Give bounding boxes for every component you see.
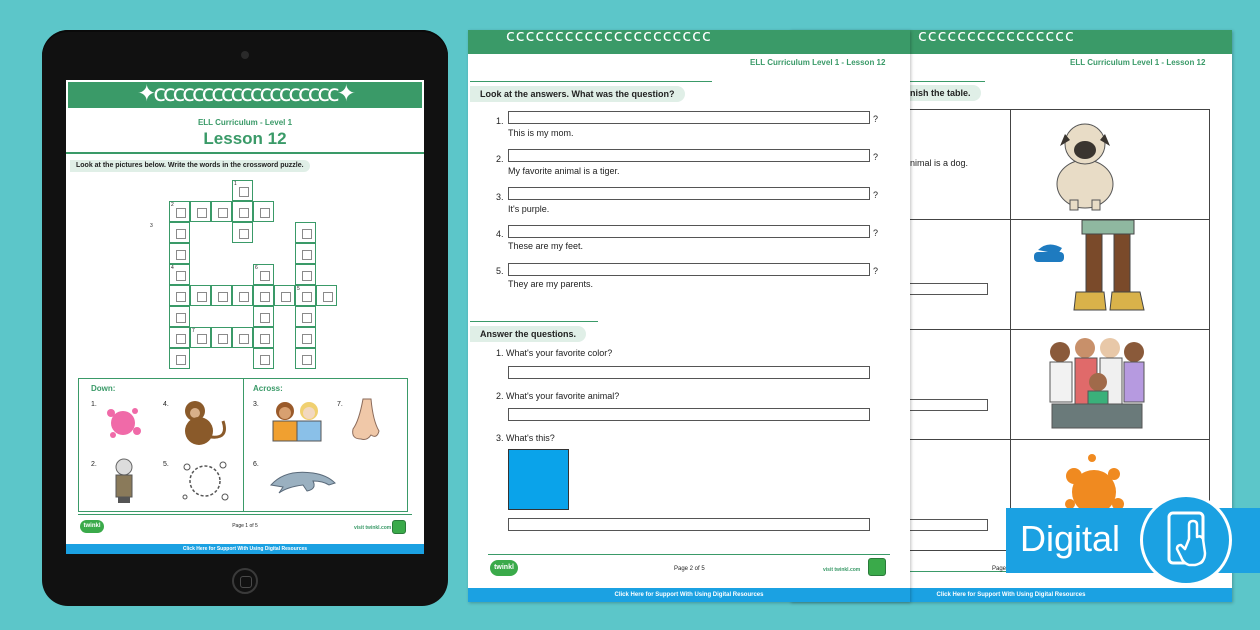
camera-icon bbox=[241, 51, 249, 59]
crossword-cell[interactable] bbox=[253, 285, 274, 306]
crossword-cell[interactable] bbox=[232, 222, 253, 243]
crossword-cell[interactable] bbox=[253, 306, 274, 327]
crossword-cell[interactable] bbox=[169, 222, 190, 243]
question-mark: ? bbox=[873, 266, 879, 276]
clue-number: 1. bbox=[91, 401, 97, 408]
answer-box[interactable] bbox=[900, 519, 988, 531]
home-button[interactable] bbox=[232, 568, 258, 594]
tablet-tap-icon bbox=[1143, 497, 1229, 583]
crossword-cell[interactable] bbox=[169, 306, 190, 327]
question-text: 3. What's this? bbox=[496, 433, 555, 443]
clue-number: 7. bbox=[337, 401, 343, 408]
answer-input[interactable] bbox=[508, 366, 870, 379]
section-rule bbox=[470, 81, 712, 82]
blue-square-image bbox=[508, 449, 569, 510]
pug-icon bbox=[1040, 116, 1130, 212]
crossword-cell[interactable] bbox=[232, 327, 253, 348]
question-number: 5. bbox=[496, 266, 504, 276]
question-input[interactable] bbox=[508, 111, 870, 124]
family-icon bbox=[1040, 330, 1150, 440]
clues-box bbox=[78, 378, 408, 512]
page-number: Page 1 of 5 bbox=[232, 523, 258, 529]
answer-box[interactable] bbox=[900, 283, 988, 295]
section-rule bbox=[910, 81, 985, 82]
feet-icon bbox=[1030, 220, 1150, 320]
monkey-icon bbox=[175, 397, 231, 449]
question-number: 2. bbox=[496, 154, 504, 164]
visit-link[interactable]: visit twinkl.com bbox=[354, 525, 392, 531]
answer-box[interactable] bbox=[900, 399, 988, 411]
crossword-cell[interactable] bbox=[190, 201, 211, 222]
question-text: 2. What's your favorite animal? bbox=[496, 391, 620, 401]
question-number: 3. bbox=[496, 192, 504, 202]
section-2-label: Answer the questions. bbox=[470, 326, 586, 342]
clues-divider bbox=[243, 379, 244, 511]
crossword-clue-number: 4 bbox=[171, 265, 174, 271]
support-link[interactable]: Click Here for Support With Using Digital Resources bbox=[468, 588, 910, 602]
crossword-cell[interactable] bbox=[295, 264, 316, 285]
crossword-clue-number: 1 bbox=[234, 181, 237, 187]
clue-number: 5. bbox=[163, 461, 169, 468]
clue-number: 6. bbox=[253, 461, 259, 468]
question-input[interactable] bbox=[508, 149, 870, 162]
answer-text: This is my mom. bbox=[508, 128, 574, 138]
crossword-cell[interactable] bbox=[232, 201, 253, 222]
spiral-rings: cccccccccccccccc bbox=[918, 30, 1075, 42]
crossword-clue-number: 5 bbox=[297, 286, 300, 292]
crossword-cell[interactable] bbox=[211, 285, 232, 306]
dolphin-icon bbox=[267, 463, 339, 499]
crossword-cell[interactable] bbox=[295, 348, 316, 369]
splat-outline-icon bbox=[175, 453, 235, 509]
crossword-cell[interactable] bbox=[253, 348, 274, 369]
header-text: ELL Curriculum Level 1 - Lesson 12 bbox=[1070, 58, 1206, 67]
crossword-cell[interactable] bbox=[295, 306, 316, 327]
quality-badge-icon bbox=[392, 520, 406, 534]
table-col-divider bbox=[1010, 110, 1011, 550]
answer-text: My favorite animal is a tiger. bbox=[508, 166, 620, 176]
crossword-cell[interactable] bbox=[316, 285, 337, 306]
answer-text: It's purple. bbox=[508, 204, 550, 214]
table-text: nimal is a dog. bbox=[910, 158, 969, 168]
crossword-clue-number: 6 bbox=[255, 265, 258, 271]
page-number: Page 2 of 5 bbox=[674, 566, 705, 572]
clue-number: 4. bbox=[163, 401, 169, 408]
page-number: Page bbox=[992, 566, 1007, 572]
crossword-cell[interactable] bbox=[190, 285, 211, 306]
clue-number: 3. bbox=[253, 401, 259, 408]
footer-rule bbox=[78, 514, 412, 515]
crossword-clue-number: 7 bbox=[192, 328, 195, 334]
crossword-cell[interactable] bbox=[169, 243, 190, 264]
question-text: 1. What's your favorite color? bbox=[496, 348, 613, 358]
twinkl-logo: twinkl bbox=[80, 520, 104, 533]
crossword-cell[interactable] bbox=[211, 201, 232, 222]
answer-text: They are my parents. bbox=[508, 279, 594, 289]
question-mark: ? bbox=[873, 190, 879, 200]
answer-input[interactable] bbox=[508, 408, 870, 421]
tablet-device bbox=[42, 30, 448, 606]
nose-icon bbox=[345, 395, 385, 445]
crossword-cell[interactable] bbox=[169, 348, 190, 369]
tablet-touch-icon bbox=[1140, 494, 1232, 586]
question-number: 1. bbox=[496, 116, 504, 126]
crossword-cell[interactable] bbox=[274, 285, 295, 306]
crossword-cell[interactable] bbox=[253, 327, 274, 348]
question-mark: ? bbox=[873, 114, 879, 124]
children-icon bbox=[267, 397, 327, 443]
answer-input[interactable] bbox=[508, 518, 870, 531]
worksheet-page-2 bbox=[468, 30, 910, 602]
support-link[interactable]: Click Here for Support With Using Digital Resources bbox=[790, 588, 1232, 602]
crossword-cell[interactable] bbox=[169, 285, 190, 306]
across-label: Across: bbox=[253, 384, 283, 393]
footer-rule bbox=[488, 554, 890, 555]
digital-label: Digital bbox=[1020, 518, 1121, 559]
tablet-screen bbox=[66, 80, 424, 554]
quality-badge-icon bbox=[868, 558, 886, 576]
crossword-cell[interactable] bbox=[232, 285, 253, 306]
crossword-cell[interactable] bbox=[169, 327, 190, 348]
header-text: ELL Curriculum Level 1 - Lesson 12 bbox=[750, 58, 886, 67]
crossword-cell[interactable] bbox=[253, 201, 274, 222]
crossword-clue-number: 2 bbox=[171, 202, 174, 208]
instruction-text: Look at the pictures below. Write the words in the crossword puzzle. bbox=[70, 160, 310, 172]
question-input[interactable] bbox=[508, 263, 870, 276]
crossword-clue-number: 3 bbox=[150, 223, 153, 229]
question-input[interactable] bbox=[508, 187, 870, 200]
curriculum-label: ELL Curriculum - Level 1 bbox=[197, 118, 293, 127]
crossword-cell[interactable] bbox=[295, 327, 316, 348]
visit-link[interactable]: visit twinkl.com bbox=[823, 567, 861, 573]
section-rule bbox=[470, 321, 598, 322]
section-label: nish the table. bbox=[910, 85, 981, 101]
clue-number: 2. bbox=[91, 461, 97, 468]
title-rule bbox=[66, 152, 424, 154]
down-label: Down: bbox=[91, 384, 116, 393]
crossword-cell[interactable] bbox=[295, 222, 316, 243]
question-mark: ? bbox=[873, 152, 879, 162]
spiral-header: ✦ccccccccccccccccccc✦ bbox=[68, 82, 422, 108]
crossword-cell[interactable] bbox=[295, 243, 316, 264]
question-mark: ? bbox=[873, 228, 879, 238]
spiral-rings: ccccccccccccccccccccc bbox=[506, 30, 712, 42]
support-link[interactable]: Click Here for Support With Using Digital Resources bbox=[66, 544, 424, 554]
answer-text: These are my feet. bbox=[508, 241, 584, 251]
pink-splat-icon bbox=[101, 399, 145, 443]
lesson-title: Lesson 12 bbox=[203, 129, 287, 148]
twinkl-logo: twinkl bbox=[490, 560, 518, 576]
question-input[interactable] bbox=[508, 225, 870, 238]
crossword-cell[interactable] bbox=[211, 327, 232, 348]
question-number: 4. bbox=[496, 229, 504, 239]
section-1-label: Look at the answers. What was the question? bbox=[470, 86, 685, 102]
grandmother-icon bbox=[109, 457, 139, 505]
